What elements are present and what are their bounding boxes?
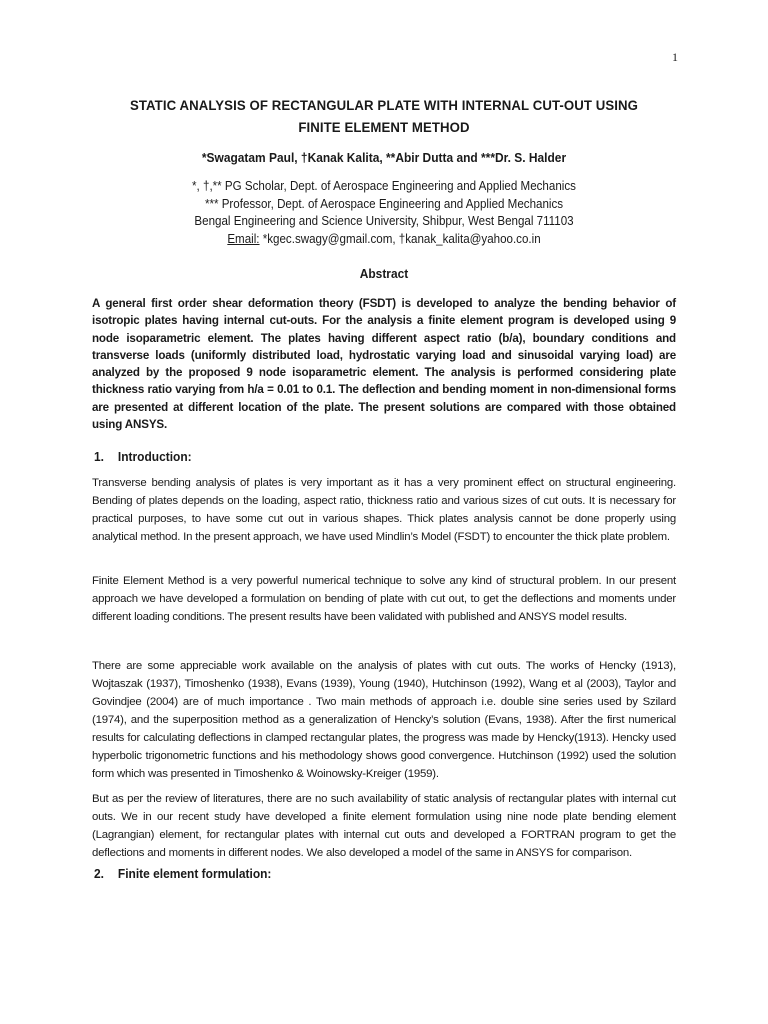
section-number: 1. <box>94 449 104 464</box>
section-title: Finite element formulation: <box>117 866 272 881</box>
page-number: 1 <box>672 50 678 64</box>
paper-title <box>112 95 655 139</box>
section-number: 2. <box>94 866 104 881</box>
section-heading-introduction <box>94 449 192 464</box>
paragraph: But as per the review of literatures, there are no such availability of static analysis of rectangular plates with internal cut outs. We in our recent study have developed a finite element formulation using nine node plate bending element (Lagrangian) element, for rectangular plates with internal cut outs and developed a FORTRAN program to get the deflections and moments in different nodes. We also developed a model of the same in ANSYS for comparison. <box>92 793 676 859</box>
affiliation-line-3: Bengal Engineering and Science University, Shibpur, West Bengal 711103 <box>194 214 574 228</box>
section-title: Introduction: <box>117 449 192 464</box>
paragraph: There are some appreciable work available on the analysis of plates with cut outs. The works of Hencky (1913), Wojtaszak (1937), Timoshenko (1938), Evans (1939), Young (1940), Hutchinson (1992), Wang et al (2003), Taylor and Govindjee (2004) are of much importance . Two main methods of approach i.e. double sine series used by Szilard (1974), and the superposition method as a generalization of Hencky’s solution (Evans, 1938). After the first numerical results for calculating deflections in clamped rectangular plates, the progress was made by Hencky(1913). Hencky used hyperbolic trigonometric functions and his methodology shows good convergence. Hutchinson (1992) used the solution form which was presented in Timoshenko & Woinowsky-Kreiger (1959). <box>92 660 676 780</box>
section-heading-fe-formulation <box>94 866 271 881</box>
email-label: Email: <box>227 231 260 246</box>
affiliation-line-2: *** Professor, Dept. of Aerospace Engineering and Applied Mechanics <box>204 196 564 211</box>
affiliations <box>115 178 652 248</box>
email-line <box>115 231 652 249</box>
paper-title-line-1: STATIC ANALYSIS OF RECTANGULAR PLATE WITH INTERNAL CUT-OUT USING <box>129 98 639 114</box>
author-list: *Swagatam Paul, †Kanak Kalita, **Abir Dutta and ***Dr. S. Halder <box>201 150 567 165</box>
paragraph: Finite Element Method is a very powerful numerical technique to solve any kind of structural problem. In our present approach we have developed a formulation on bending of plate with cut out, to get the deflections and moments under different loading conditions. The present results have been validated with published and ANSYS model results. <box>92 575 676 623</box>
abstract-text: A general first order shear deformation theory (FSDT) is developed to analyze the bending behavior of isotropic plates having internal cut-outs. For the analysis a finite element program is developed using 9 node isoparametric element. The plates having different aspect ratio (b/a), boundary conditions and transverse loads (uniformly distributed load, hydrostatic varying load and sinusoidal varying load) are analyzed by the proposed 9 node isoparametric element. The analysis is performed considering plate thickness ratio varying from h/a = 0.01 to 0.1. The deflection and bending moment in non-dimensional forms are presented at different location of the plate. The present solutions are compared with those obtained using ANSYS. <box>92 297 676 432</box>
abstract-heading: Abstract <box>359 266 409 281</box>
paper-title-line-2: FINITE ELEMENT METHOD <box>298 120 470 136</box>
affiliation-line-1: *, †,** PG Scholar, Dept. of Aerospace Engineering and Applied Mechanics <box>192 179 576 193</box>
email-addresses: *kgec.swagy@gmail.com, †kanak_kalita@yahoo.co.in <box>259 231 541 246</box>
paragraph: Transverse bending analysis of plates is very important as it has a very prominent effect on structural engineering. Bending of plates depends on the loading, aspect ratio, thickness ratio and various sizes of cut outs. It is necessary for practical purposes, to have some cut out in various shapes. Thick plates analysis cannot be done properly using analytical method. In the present approach, we have used Mindlin’s Model (FSDT) to encounter the thick plate problem. <box>92 477 676 543</box>
